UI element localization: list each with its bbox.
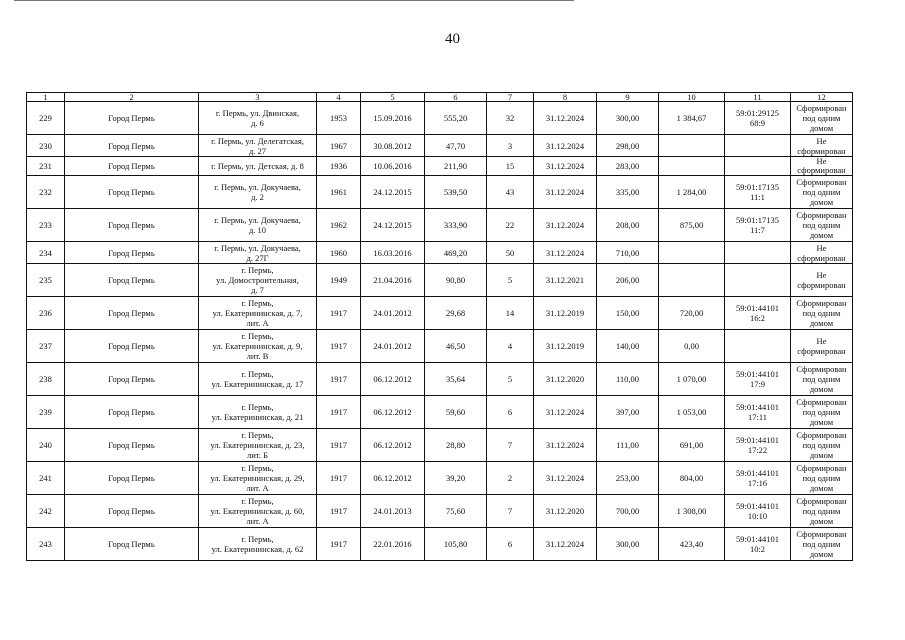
count-cell: 15 [487,157,534,176]
deadline-cell: 31.12.2024 [534,528,597,561]
year-cell: 1917 [317,462,361,495]
table-row [27,396,853,429]
value-10-cell: 804,00 [659,462,725,495]
row-number: 232 [27,176,65,209]
value-9-cell: 110,00 [597,363,659,396]
table-row [27,495,853,528]
date-cell: 06.12.2012 [361,363,425,396]
column-header: 2 [65,93,199,102]
value-10-cell: 1 053,00 [659,396,725,429]
status-cell: Не сформирован [791,157,853,176]
cadastral-number-cell [725,157,791,176]
year-cell: 1917 [317,363,361,396]
table-row [27,157,853,176]
date-cell: 06.12.2012 [361,396,425,429]
deadline-cell: 31.12.2021 [534,264,597,297]
address-cell: г. Пермь, ул. Докучаева, д. 2 [199,176,317,209]
date-cell: 24.01.2013 [361,495,425,528]
count-cell: 7 [487,495,534,528]
row-number: 241 [27,462,65,495]
municipality-cell: Город Пермь [65,102,199,135]
value-10-cell: 1 308,00 [659,495,725,528]
status-cell: Не сформирован [791,242,853,264]
area-cell: 28,80 [425,429,487,462]
address-cell: г. Пермь, ул. Екатерининская, д. 7, лит. А [199,297,317,330]
status-cell: Не сформирован [791,264,853,297]
count-cell: 50 [487,242,534,264]
value-9-cell: 208,00 [597,209,659,242]
year-cell: 1917 [317,297,361,330]
year-cell: 1960 [317,242,361,264]
area-cell: 39,20 [425,462,487,495]
address-cell: г. Пермь, ул. Делегатская, д. 27 [199,135,317,157]
value-9-cell: 253,00 [597,462,659,495]
status-cell: Сформирован под одним домом [791,363,853,396]
count-cell: 7 [487,429,534,462]
date-cell: 24.12.2015 [361,209,425,242]
deadline-cell: 31.12.2024 [534,396,597,429]
municipality-cell: Город Пермь [65,363,199,396]
status-cell: Не сформирован [791,330,853,363]
value-9-cell: 283,00 [597,157,659,176]
value-10-cell: 1 070,00 [659,363,725,396]
address-cell: г. Пермь, ул. Детская, д. 8 [199,157,317,176]
value-10-cell: 423,40 [659,528,725,561]
value-10-cell [659,264,725,297]
status-cell: Сформирован под одним домом [791,495,853,528]
table-body [27,93,853,561]
cadastral-number-cell: 59:01:17135 11:1 [725,176,791,209]
cadastral-number-cell [725,330,791,363]
value-10-cell [659,135,725,157]
date-cell: 22.01.2016 [361,528,425,561]
date-cell: 10.06.2016 [361,157,425,176]
count-cell: 3 [487,135,534,157]
row-number: 239 [27,396,65,429]
municipality-cell: Город Пермь [65,135,199,157]
count-cell: 6 [487,396,534,429]
year-cell: 1917 [317,495,361,528]
date-cell: 24.01.2012 [361,330,425,363]
value-9-cell: 397,00 [597,396,659,429]
address-cell: г. Пермь, ул. Двинская, д. 6 [199,102,317,135]
address-cell: г. Пермь, ул. Екатерининская, д. 23, лит. Б [199,429,317,462]
value-10-cell: 1 284,00 [659,176,725,209]
table-row [27,242,853,264]
header-row [27,93,853,102]
year-cell: 1917 [317,429,361,462]
value-10-cell: 1 384,67 [659,102,725,135]
status-cell: Сформирован под одним домом [791,396,853,429]
deadline-cell: 31.12.2024 [534,157,597,176]
value-10-cell [659,242,725,264]
row-number: 231 [27,157,65,176]
value-10-cell: 691,00 [659,429,725,462]
year-cell: 1917 [317,528,361,561]
row-number: 242 [27,495,65,528]
date-cell: 30.08.2012 [361,135,425,157]
deadline-cell: 31.12.2024 [534,135,597,157]
municipality-cell: Город Пермь [65,157,199,176]
row-number: 233 [27,209,65,242]
row-number: 236 [27,297,65,330]
column-header: 11 [725,93,791,102]
cadastral-number-cell: 59:01:44101 17:11 [725,396,791,429]
value-10-cell: 720,00 [659,297,725,330]
date-cell: 06.12.2012 [361,462,425,495]
column-header: 3 [199,93,317,102]
municipality-cell: Город Пермь [65,462,199,495]
deadline-cell: 31.12.2024 [534,429,597,462]
year-cell: 1949 [317,264,361,297]
table-row [27,135,853,157]
date-cell: 16.03.2016 [361,242,425,264]
value-10-cell: 875,00 [659,209,725,242]
address-cell: г. Пермь, ул. Екатерининская, д. 29, лит. А [199,462,317,495]
value-9-cell: 298,00 [597,135,659,157]
cadastral-number-cell: 59:01:44101 17:22 [725,429,791,462]
area-cell: 47,70 [425,135,487,157]
address-cell: г. Пермь, ул. Докучаева, д. 10 [199,209,317,242]
status-cell: Не сформирован [791,135,853,157]
value-9-cell: 140,00 [597,330,659,363]
value-9-cell: 300,00 [597,528,659,561]
column-header: 8 [534,93,597,102]
area-cell: 539,50 [425,176,487,209]
area-cell: 469,20 [425,242,487,264]
deadline-cell: 31.12.2024 [534,242,597,264]
page-number: 40 [445,31,460,47]
address-cell: г. Пермь, ул. Екатерининская, д. 21 [199,396,317,429]
deadline-cell: 31.12.2020 [534,363,597,396]
row-number: 238 [27,363,65,396]
count-cell: 4 [487,330,534,363]
deadline-cell: 31.12.2020 [534,495,597,528]
deadline-cell: 31.12.2019 [534,297,597,330]
value-9-cell: 335,00 [597,176,659,209]
column-header: 9 [597,93,659,102]
column-header: 1 [27,93,65,102]
municipality-cell: Город Пермь [65,264,199,297]
municipality-cell: Город Пермь [65,242,199,264]
table-row [27,209,853,242]
area-cell: 29,68 [425,297,487,330]
column-header: 5 [361,93,425,102]
address-cell: г. Пермь, ул. Екатерининская, д. 17 [199,363,317,396]
date-cell: 06.12.2012 [361,429,425,462]
status-cell: Сформирован под одним домом [791,297,853,330]
area-cell: 333,90 [425,209,487,242]
value-10-cell [659,157,725,176]
value-9-cell: 206,00 [597,264,659,297]
address-cell: г. Пермь, ул. Екатерининская, д. 60, лит. А [199,495,317,528]
address-cell: г. Пермь, ул. Домостроительная, д. 7 [199,264,317,297]
municipality-cell: Город Пермь [65,429,199,462]
area-cell: 90,80 [425,264,487,297]
status-cell: Сформирован под одним домом [791,102,853,135]
value-9-cell: 710,00 [597,242,659,264]
municipality-cell: Город Пермь [65,330,199,363]
year-cell: 1961 [317,176,361,209]
deadline-cell: 31.12.2024 [534,209,597,242]
column-header: 10 [659,93,725,102]
count-cell: 2 [487,462,534,495]
value-9-cell: 111,00 [597,429,659,462]
status-cell: Сформирован под одним домом [791,429,853,462]
year-cell: 1936 [317,157,361,176]
column-header: 7 [487,93,534,102]
cadastral-number-cell: 59:01:17135 11:7 [725,209,791,242]
date-cell: 24.12.2015 [361,176,425,209]
table-row [27,363,853,396]
row-number: 240 [27,429,65,462]
column-header: 6 [425,93,487,102]
table-row [27,462,853,495]
cadastral-number-cell [725,135,791,157]
count-cell: 5 [487,363,534,396]
count-cell: 5 [487,264,534,297]
cadastral-number-cell: 59:01:44101 17:16 [725,462,791,495]
cadastral-number-cell: 59:01:44101 10:2 [725,528,791,561]
municipality-cell: Город Пермь [65,176,199,209]
value-9-cell: 150,00 [597,297,659,330]
municipality-cell: Город Пермь [65,396,199,429]
year-cell: 1953 [317,102,361,135]
count-cell: 14 [487,297,534,330]
cadastral-number-cell [725,264,791,297]
municipality-cell: Город Пермь [65,297,199,330]
area-cell: 46,50 [425,330,487,363]
area-cell: 59,60 [425,396,487,429]
municipality-cell: Город Пермь [65,209,199,242]
address-cell: г. Пермь, ул. Докучаева, д. 27Г [199,242,317,264]
count-cell: 6 [487,528,534,561]
date-cell: 15.09.2016 [361,102,425,135]
address-cell: г. Пермь, ул. Екатерининская, д. 9, лит. В [199,330,317,363]
status-cell: Сформирован под одним домом [791,209,853,242]
area-cell: 105,80 [425,528,487,561]
row-number: 235 [27,264,65,297]
year-cell: 1917 [317,330,361,363]
count-cell: 32 [487,102,534,135]
year-cell: 1917 [317,396,361,429]
cadastral-number-cell: 59:01:44101 10:10 [725,495,791,528]
deadline-cell: 31.12.2024 [534,102,597,135]
count-cell: 43 [487,176,534,209]
row-number: 234 [27,242,65,264]
column-header: 4 [317,93,361,102]
status-cell: Сформирован под одним домом [791,176,853,209]
cadastral-number-cell: 59:01:44101 16:2 [725,297,791,330]
cadastral-number-cell [725,242,791,264]
cadastral-number-cell: 59:01:44101 17:9 [725,363,791,396]
deadline-cell: 31.12.2024 [534,462,597,495]
value-9-cell: 700,00 [597,495,659,528]
table-row [27,330,853,363]
area-cell: 35,64 [425,363,487,396]
value-10-cell: 0,00 [659,330,725,363]
table-row [27,264,853,297]
table-row [27,176,853,209]
table-row [27,429,853,462]
table-row [27,528,853,561]
cadastral-number-cell: 59:01:29125 68:9 [725,102,791,135]
area-cell: 211,90 [425,157,487,176]
year-cell: 1967 [317,135,361,157]
value-9-cell: 300,00 [597,102,659,135]
count-cell: 22 [487,209,534,242]
registry-table [26,92,853,561]
municipality-cell: Город Пермь [65,495,199,528]
status-cell: Сформирован под одним домом [791,462,853,495]
area-cell: 555,20 [425,102,487,135]
row-number: 243 [27,528,65,561]
year-cell: 1962 [317,209,361,242]
date-cell: 21.04.2016 [361,264,425,297]
deadline-cell: 31.12.2024 [534,176,597,209]
column-header: 12 [791,93,853,102]
row-number: 237 [27,330,65,363]
table-row [27,297,853,330]
table-row [27,102,853,135]
deadline-cell: 31.12.2019 [534,330,597,363]
status-cell: Сформирован под одним домом [791,528,853,561]
row-number: 230 [27,135,65,157]
address-cell: г. Пермь, ул. Екатерининская, д. 62 [199,528,317,561]
row-number: 229 [27,102,65,135]
top-border-line [14,0,574,1]
date-cell: 24.01.2012 [361,297,425,330]
area-cell: 75,60 [425,495,487,528]
municipality-cell: Город Пермь [65,528,199,561]
